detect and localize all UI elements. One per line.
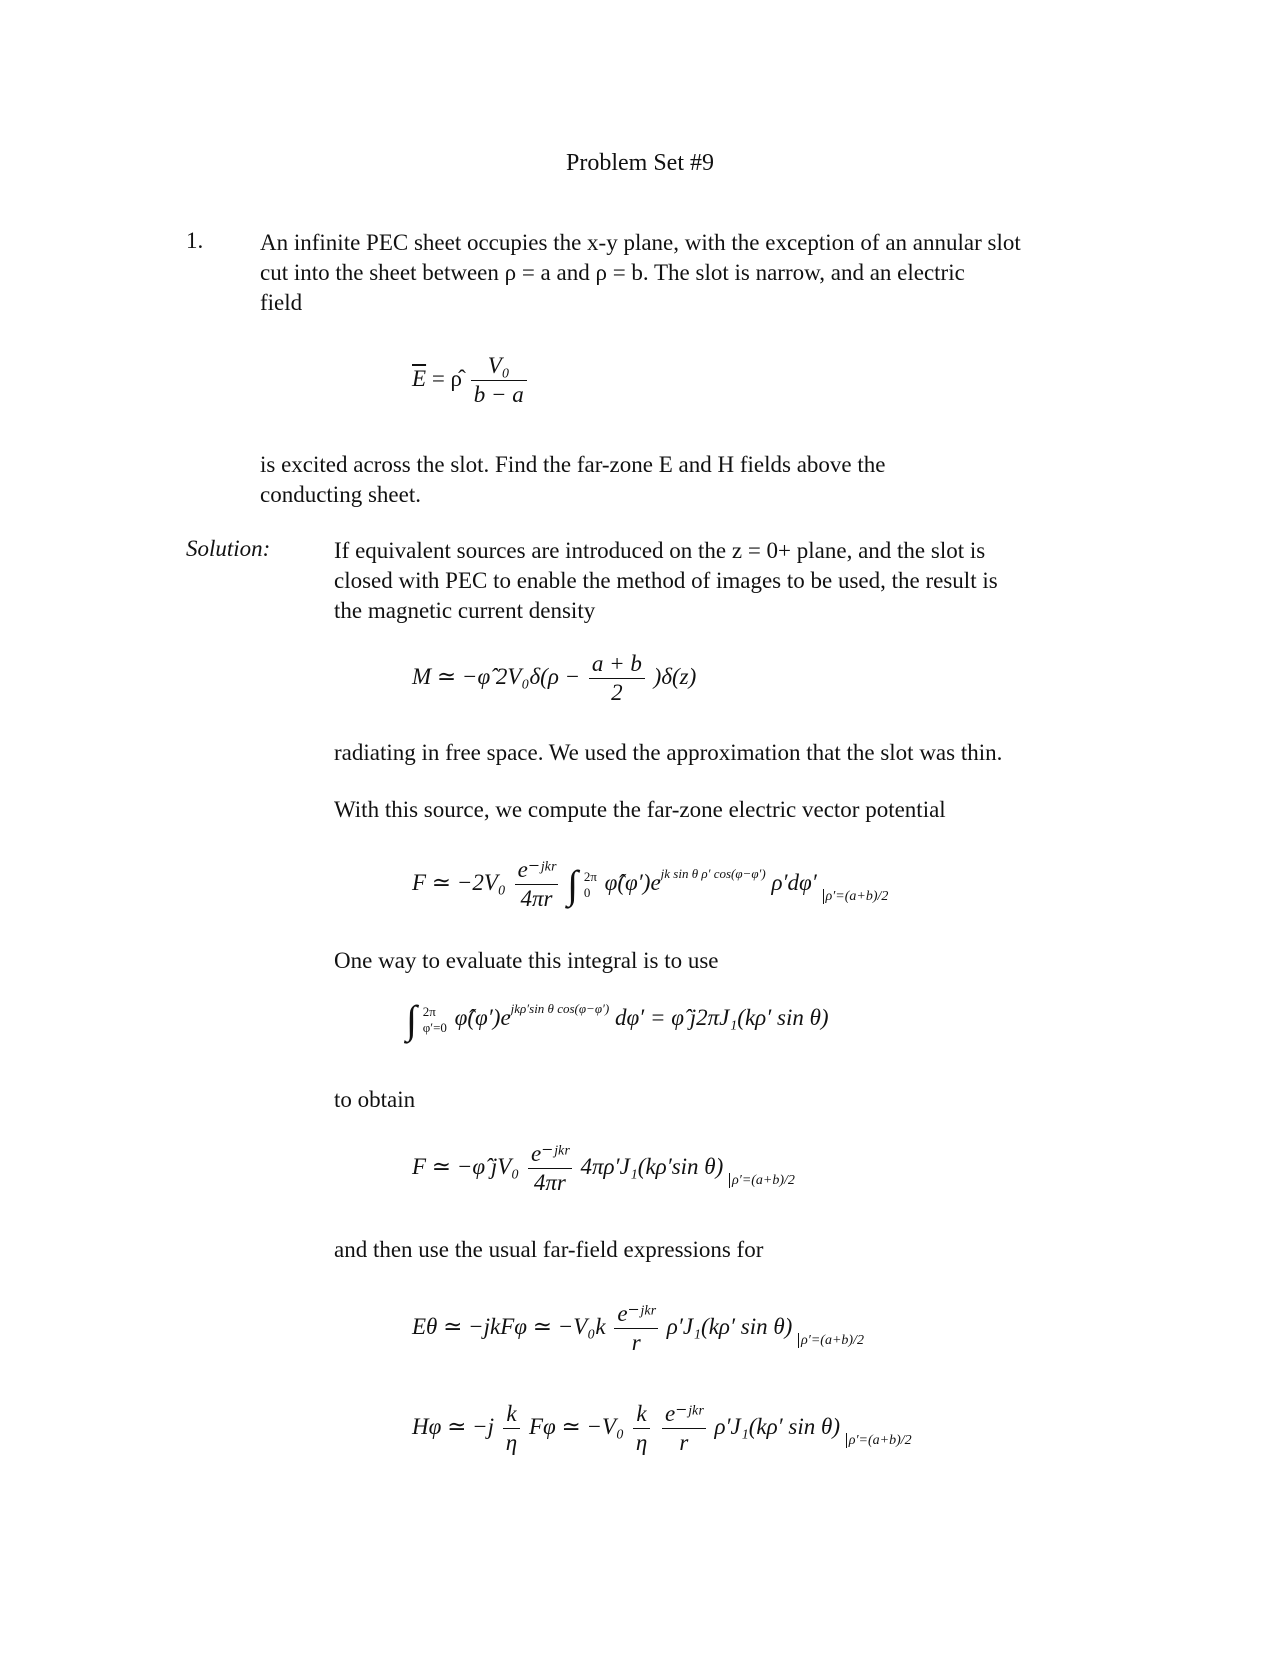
eq-fraction [589,650,645,707]
equation-vector-potential-result [412,1140,795,1197]
integral-lower: φ′=0 [422,1019,447,1035]
eq-symbol: φ̂(φ′)e [604,869,661,895]
problem-line: field [260,290,303,315]
eq-evaluation: ρ′=(a+b)/2 [729,1173,795,1188]
usual-text: and then use the usual far-field expressions for [334,1237,764,1262]
eq-denominator: b − a [471,380,527,409]
eq-symbol: Hφ ≃ −j [412,1413,495,1439]
solution-intro [334,536,1234,626]
solution-line: the magnetic current density [334,598,596,623]
eq-numerator: e⁻ʲᵏʳ [517,857,556,882]
solution-line: If equivalent sources are introduced on the z = 0+ plane, and the slot is [334,538,986,563]
eq-fraction [633,1400,650,1457]
equation-h-phi [412,1400,912,1457]
solution-line: closed with PEC to enable the method of images to be used, the result is [334,568,998,593]
integral-lower: 0 [583,884,591,900]
eq-symbol: F ≃ −φ̂ jV₀ [412,1153,520,1179]
problem-number: 1. [186,228,204,253]
eq-symbol: Fφ ≃ −V₀ [528,1413,625,1439]
eq-denominator: r [662,1428,706,1457]
eq-fraction [614,1300,658,1357]
eq-fraction [515,856,559,913]
eq-denominator: r [614,1328,658,1357]
problem-line: conducting sheet. [260,482,421,507]
equation-vector-potential [412,856,888,913]
integral-upper: 2π [583,868,597,884]
integral-sign: ∫ [567,861,579,907]
eq-symbol: dφ′ = φ̂ j2πJ₁(kρ′ sin θ) [614,1005,829,1030]
radiating-text: radiating in free space. We used the approximation that the slot was thin. [334,740,1003,765]
page-title: Problem Set #9 [566,150,714,176]
eq-evaluation: ρ′=(a+b)/2 [823,889,889,904]
eq-denominator: 4πr [528,1168,572,1197]
eq-fraction [503,1400,520,1457]
equation-magnetic-current [412,650,696,707]
eq-symbol: = ρ̂ [431,365,463,391]
eq-evaluation: ρ′=(a+b)/2 [846,1433,912,1448]
equation-integral-identity [406,997,829,1042]
eq-symbol: φ̂(φ′)e [454,1005,511,1030]
eq-fraction [662,1400,706,1457]
eq-numerator: e⁻ʲᵏʳ [531,1141,569,1166]
eq-symbol: ρ′dφ′ [771,869,817,895]
eq-denominator: η [633,1428,650,1457]
eq-numerator: e⁻ʲᵏʳ [617,1301,656,1326]
eq-symbol: Eθ ≃ −jkFφ ≃ −V₀k [412,1313,606,1339]
eq-numerator: e⁻ʲᵏʳ [665,1401,703,1426]
eq-symbol: )δ(z) [653,663,697,689]
eq-fraction [528,1140,572,1197]
eq-exponent: jk sin θ ρ′ cos(φ−φ′) [660,865,766,881]
problem-line: An infinite PEC sheet occupies the x-y plane, with the exception of an annular slot [260,230,1021,255]
eq-symbol: ρ′J₁(kρ′ sin θ) [714,1413,840,1439]
eq-numerator: V₀ [487,353,510,378]
problem-line: cut into the sheet between ρ = a and ρ = b. The slot is narrow, and an electric [260,260,965,285]
to-obtain-text: to obtain [334,1087,416,1112]
eq-denominator: 2 [589,678,645,707]
one-way-text: One way to evaluate this integral is to use [334,948,719,973]
integral-limits [584,869,597,901]
eq-numerator: a + b [591,651,642,676]
problem-after-equation [260,450,1220,510]
with-source-text: With this source, we compute the far-zone electric vector potential [334,797,946,822]
eq-symbol: M ≃ −φ̂ 2V₀δ(ρ − [412,663,581,689]
eq-fraction [471,352,527,409]
integral-limits [423,1004,447,1036]
eq-exponent: jkρ′sin θ cos(φ−φ′) [510,1001,610,1016]
eq-denominator: 4πr [515,884,559,913]
equation-e-theta [412,1300,864,1357]
eq-symbol: $\overline{E}$ [412,365,427,391]
eq-symbol: 4πρ′J₁(kρ′sin θ) [580,1153,724,1179]
equation-e-field [412,352,530,409]
problem-statement [260,228,1220,318]
eq-symbol: ρ′J₁(kρ′ sin θ) [666,1313,793,1339]
solution-label: Solution: [186,536,271,561]
problem-line: is excited across the slot. Find the far-zone E and H fields above the [260,452,886,477]
eq-numerator: k [636,1401,647,1426]
integral-upper: 2π [422,1003,436,1019]
eq-numerator: k [506,1401,517,1426]
integral-sign: ∫ [406,997,417,1042]
eq-evaluation: ρ′=(a+b)/2 [798,1333,864,1348]
eq-symbol: F ≃ −2V₀ [412,869,506,895]
eq-denominator: η [503,1428,520,1457]
